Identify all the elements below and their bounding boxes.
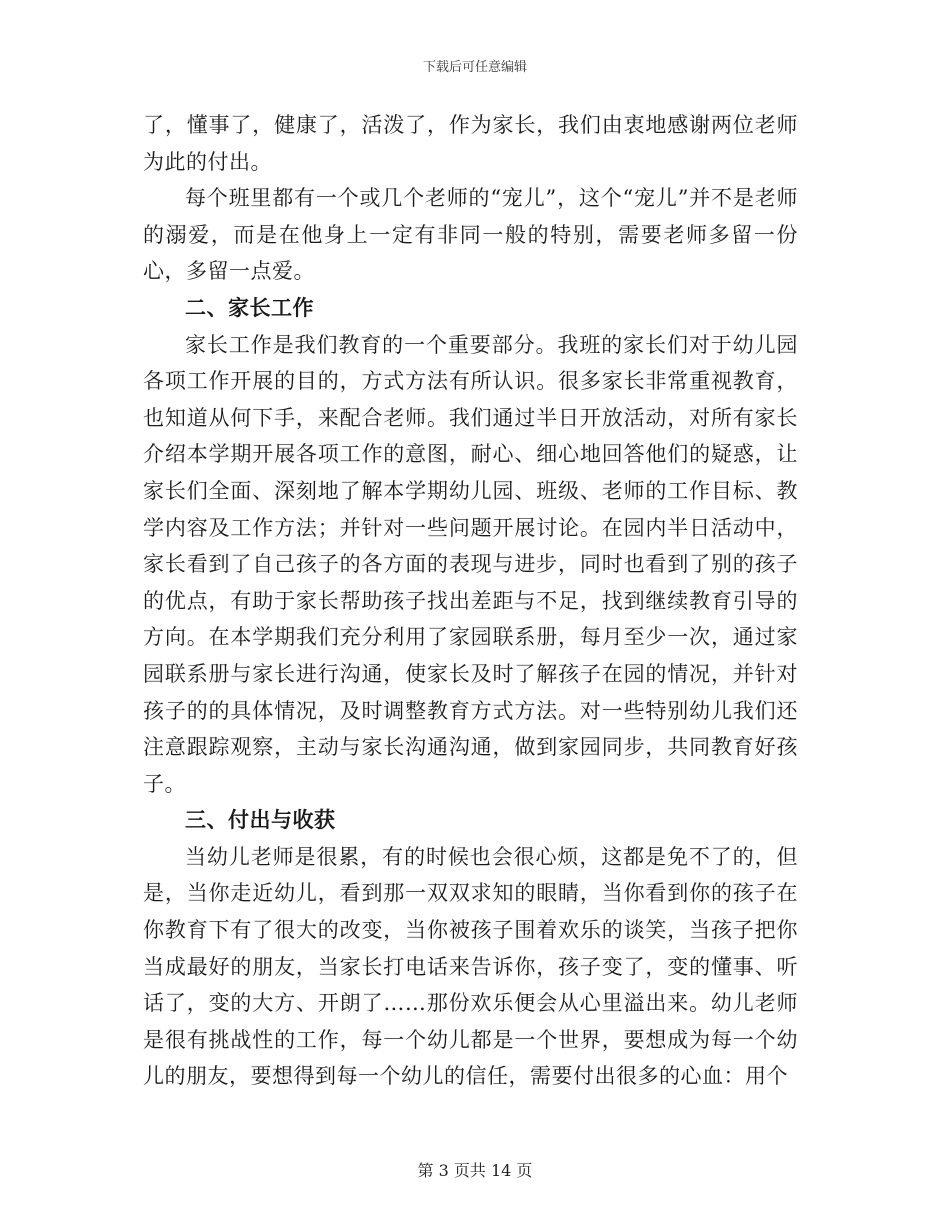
paragraph-parent-work: 家长工作是我们教育的一个重要部分。我班的家长们对于幼儿园各项工作开展的目的，方式方法有所认识。很多家长非常重视教育，也知道从何下手，来配合老师。我们通过半日开放活动，对所有家长介绍本学期开展各项工作的意图，耐心、细心地回答他们的疑惑，让家长们全面、深刻地了解本学期幼儿园、班级、老师的工作目标、教学内容及工作方法；并针对一些问题开展讨论。在园内半日活动中，家长看到了自己孩子的各方面的表现与进步，同时也看到了别的孩子的优点，有助于家长帮助孩子找出差距与不足，找到继续教育引导的方向。在本学期我们充分利用了家园联系册，每月至少一次，通过家园联系册与家长进行沟通，使家长及时了解孩子在园的情况，并针对孩子的的具体情况，及时调整教育方式方法。对一些特别幼儿我们还注意跟踪观察，主动与家长沟通沟通，做到家园同步，共同教育好孩子。 — [143, 332, 798, 796]
paragraph-effort-and-reward: 当幼儿老师是很累，有的时候也会很心烦，这都是免不了的，但是，当你走近幼儿，看到那一双双求知的眼睛，当你看到你的孩子在你教育下有了很大的改变，当你被孩子围着欢乐的谈笑，当孩子把你当成最好的朋友，当家长打电话来告诉你，孩子变了，变的懂事、听话了，变的大方、开朗了……那份欢乐便会从心里溢出来。幼儿老师是很有挑战性的工作，每一个幼儿都是一个世界，要想成为每一个幼儿的朋友，要想得到每一个幼儿的信任，需要付出很多的心血：用个 — [143, 844, 798, 1089]
document-body — [143, 107, 798, 1095]
paragraph-favorite-child: 每个班里都有一个或几个老师的“宠儿”，这个“宠儿”并不是老师的溺爱，而是在他身上一定有非同一般的特别，需要老师多留一份心，多留一点爱。 — [143, 186, 798, 284]
paragraph-continued: 了，懂事了，健康了，活泼了，作为家长，我们由衷地感谢两位老师为此的付出。 — [143, 113, 798, 174]
section-heading-effort-and-reward: 三、付出与收获 — [185, 807, 336, 833]
page-header: 下载后可任意编辑 — [422, 60, 527, 75]
page-footer: 第 3 页共 14 页 — [417, 1161, 533, 1180]
section-heading-parent-work: 二、家长工作 — [185, 294, 314, 320]
